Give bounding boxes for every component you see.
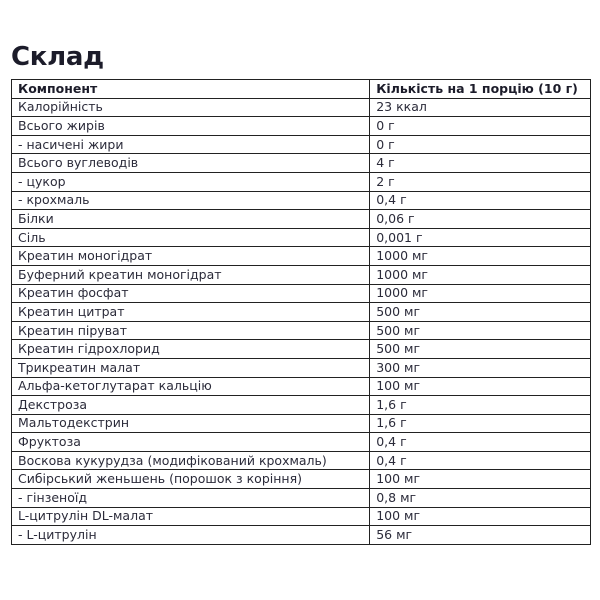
amount-cell: 0,4 г [370, 433, 591, 452]
table-row [12, 377, 591, 396]
page-title: Склад [11, 42, 104, 72]
composition-table [11, 79, 591, 545]
amount-cell: 300 мг [370, 358, 591, 377]
component-name-cell: Всього вуглеводів [12, 154, 370, 173]
table-row [12, 489, 591, 508]
component-name-cell: - гінзеноїд [12, 489, 370, 508]
amount-cell: 1,6 г [370, 396, 591, 415]
amount-cell: 4 г [370, 154, 591, 173]
amount-cell: 500 мг [370, 340, 591, 359]
component-name-cell: Калорійність [12, 98, 370, 117]
component-name-cell: Креатин цитрат [12, 303, 370, 322]
table-row [12, 210, 591, 229]
component-name-cell: Креатин фосфат [12, 284, 370, 303]
amount-cell: 0 г [370, 117, 591, 136]
component-name-cell: Креатин піруват [12, 321, 370, 340]
amount-cell: 23 ккал [370, 98, 591, 117]
table-row [12, 172, 591, 191]
table-row [12, 247, 591, 266]
amount-cell: 100 мг [370, 377, 591, 396]
component-name-cell: Фруктоза [12, 433, 370, 452]
component-name-cell: Креатин моногідрат [12, 247, 370, 266]
component-name-cell: Сіль [12, 228, 370, 247]
amount-cell: 1000 мг [370, 284, 591, 303]
component-name-cell: Білки [12, 210, 370, 229]
table-row [12, 396, 591, 415]
component-name-cell: Трикреатин малат [12, 358, 370, 377]
component-name-cell: Декстроза [12, 396, 370, 415]
amount-cell: 1,6 г [370, 414, 591, 433]
component-name-cell: - цукор [12, 172, 370, 191]
table-row [12, 414, 591, 433]
column-header-component: Компонент [12, 80, 370, 99]
amount-cell: 100 мг [370, 470, 591, 489]
amount-cell: 500 мг [370, 321, 591, 340]
amount-cell: 0,4 г [370, 191, 591, 210]
table-row [12, 117, 591, 136]
table-row [12, 321, 591, 340]
table-row [12, 98, 591, 117]
table-row [12, 340, 591, 359]
component-name-cell: - L-цитрулін [12, 526, 370, 545]
amount-cell: 1000 мг [370, 247, 591, 266]
table-row [12, 358, 591, 377]
amount-cell: 500 мг [370, 303, 591, 322]
table-header-row [12, 80, 591, 99]
component-name-cell: Буферний креатин моногідрат [12, 265, 370, 284]
component-name-cell: Мальтодекстрин [12, 414, 370, 433]
table-row [12, 191, 591, 210]
component-name-cell: Сибірський женьшень (порошок з коріння) [12, 470, 370, 489]
amount-cell: 1000 мг [370, 265, 591, 284]
amount-cell: 0,8 мг [370, 489, 591, 508]
table-row [12, 135, 591, 154]
table-row [12, 433, 591, 452]
component-name-cell: - крохмаль [12, 191, 370, 210]
table-row [12, 228, 591, 247]
amount-cell: 0 г [370, 135, 591, 154]
amount-cell: 56 мг [370, 526, 591, 545]
component-name-cell: Креатин гідрохлорид [12, 340, 370, 359]
amount-cell: 2 г [370, 172, 591, 191]
amount-cell: 0,001 г [370, 228, 591, 247]
table-row [12, 526, 591, 545]
amount-cell: 0,06 г [370, 210, 591, 229]
table-row [12, 470, 591, 489]
component-name-cell: - насичені жири [12, 135, 370, 154]
table-row [12, 451, 591, 470]
component-name-cell: Воскова кукурудза (модифікований крохмаль) [12, 451, 370, 470]
table-row [12, 154, 591, 173]
table-row [12, 265, 591, 284]
table-row [12, 507, 591, 526]
table-row [12, 303, 591, 322]
table-row [12, 284, 591, 303]
amount-cell: 0,4 г [370, 451, 591, 470]
amount-cell: 100 мг [370, 507, 591, 526]
component-name-cell: Альфа-кетоглутарат кальцію [12, 377, 370, 396]
component-name-cell: Всього жирів [12, 117, 370, 136]
column-header-amount: Кількість на 1 порцію (10 г) [370, 80, 591, 99]
component-name-cell: L-цитрулін DL-малат [12, 507, 370, 526]
